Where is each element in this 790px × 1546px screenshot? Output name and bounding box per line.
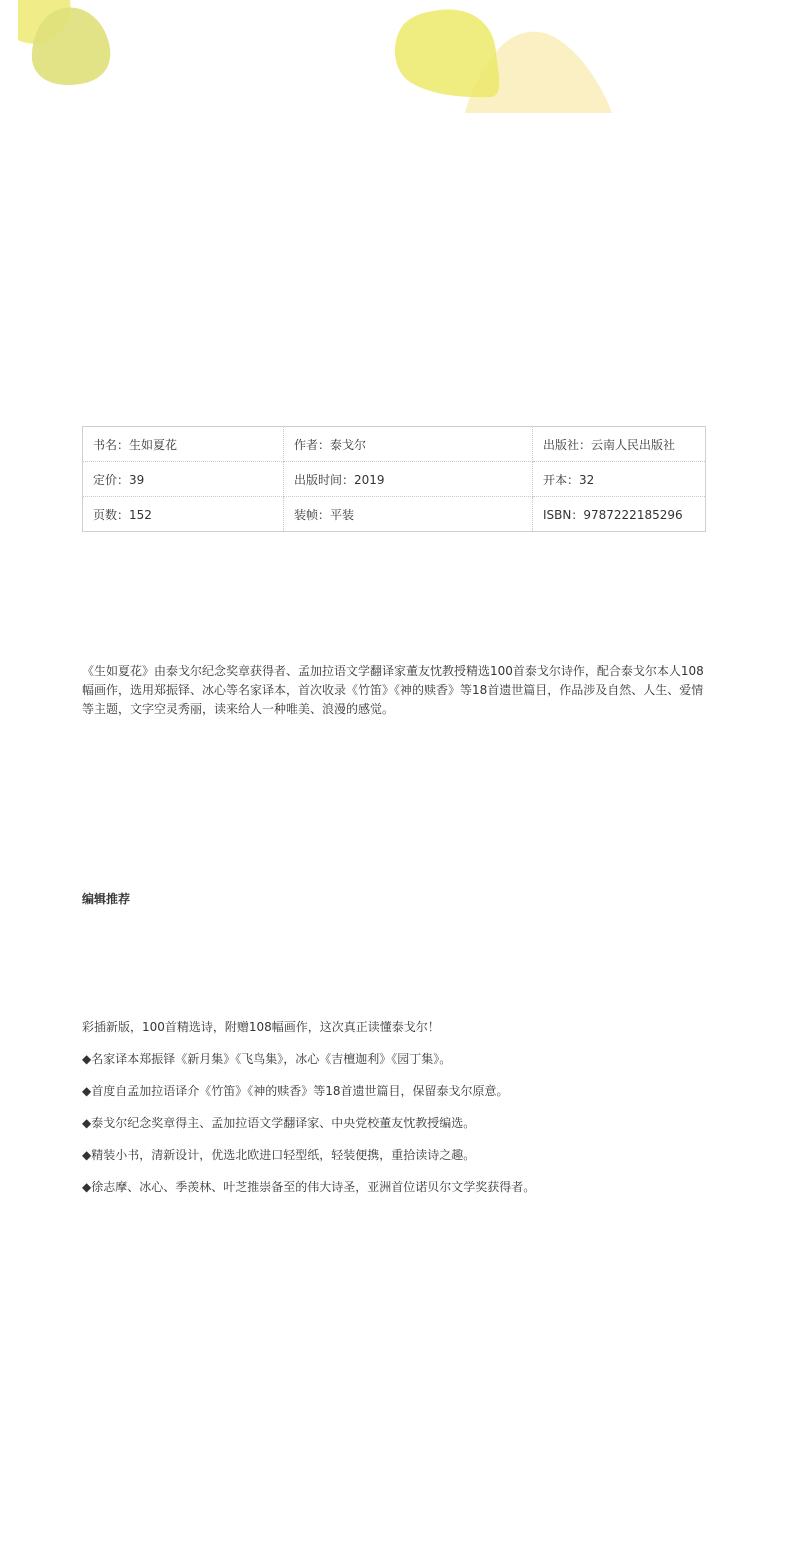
info-value: 云南人民出版社 xyxy=(591,437,676,452)
info-row xyxy=(83,427,706,462)
editor-recommendation-list xyxy=(82,1018,708,1210)
info-value: 32 xyxy=(579,472,595,487)
info-value: 泰戈尔 xyxy=(330,437,367,452)
info-cell-author xyxy=(284,427,533,462)
info-label: 开本： xyxy=(543,472,580,487)
info-row xyxy=(83,497,706,532)
info-value: 平装 xyxy=(330,507,355,522)
info-value: 生如夏花 xyxy=(129,437,178,452)
book-info-table xyxy=(82,426,706,532)
info-cell-title xyxy=(83,427,284,462)
book-introduction: 《生如夏花》由泰戈尔纪念奖章获得者、孟加拉语文学翻译家董友忱教授精选100首泰戈尔诗作，配合泰戈尔本人108幅画作，选用郑振铎、冰心等名家译本，首次收录《竹笛》《神的赎香》等18首遗世篇目，作品涉及自然、人生、爱情等主题，文字空灵秀丽，读来给人一种唯美、浪漫的感觉。 xyxy=(82,664,704,716)
list-item: ◆精装小书，清新设计，优选北欧进口轻型纸，轻装便携，重拾读诗之趣。 xyxy=(82,1148,476,1162)
list-item: ◆徐志摩、冰心、季羡林、叶芝推崇备至的伟大诗圣，亚洲首位诺贝尔文学奖获得者。 xyxy=(82,1180,536,1194)
info-label: 书名： xyxy=(93,437,130,452)
info-cell-isbn xyxy=(533,497,706,532)
info-value: 39 xyxy=(129,472,145,487)
info-cell-publish-date xyxy=(284,462,533,497)
info-label: 出版社： xyxy=(543,437,592,452)
info-label: ISBN： xyxy=(543,507,584,522)
info-cell-pages xyxy=(83,497,284,532)
info-cell-binding xyxy=(284,497,533,532)
info-cell-format xyxy=(533,462,706,497)
list-item: ◆首度自孟加拉语译介《竹笛》《神的赎香》等18首遗世篇目，保留泰戈尔原意。 xyxy=(82,1084,509,1098)
info-cell-publisher xyxy=(533,427,706,462)
info-label: 作者： xyxy=(294,437,331,452)
info-value: 152 xyxy=(129,507,152,522)
info-label: 出版时间： xyxy=(294,472,355,487)
info-value: 2019 xyxy=(354,472,385,487)
info-row xyxy=(83,462,706,497)
list-item: ◆名家译本郑振铎《新月集》《飞鸟集》，冰心《吉檀迦利》《园丁集》。 xyxy=(82,1052,452,1066)
list-item: 彩插新版，100首精选诗，附赠108幅画作，这次真正读懂泰戈尔！ xyxy=(82,1020,440,1034)
list-item: ◆泰戈尔纪念奖章得主、孟加拉语文学翻译家、中央党校董友忱教授编选。 xyxy=(82,1116,476,1130)
info-label: 装帧： xyxy=(294,507,331,522)
info-cell-price xyxy=(83,462,284,497)
editor-recommendation-title: 编辑推荐 xyxy=(82,892,131,906)
decorative-blobs xyxy=(0,0,790,130)
info-label: 页数： xyxy=(93,507,130,522)
blob-yellow-right xyxy=(395,9,499,97)
info-value: 9787222185296 xyxy=(583,507,683,522)
info-label: 定价： xyxy=(93,472,130,487)
